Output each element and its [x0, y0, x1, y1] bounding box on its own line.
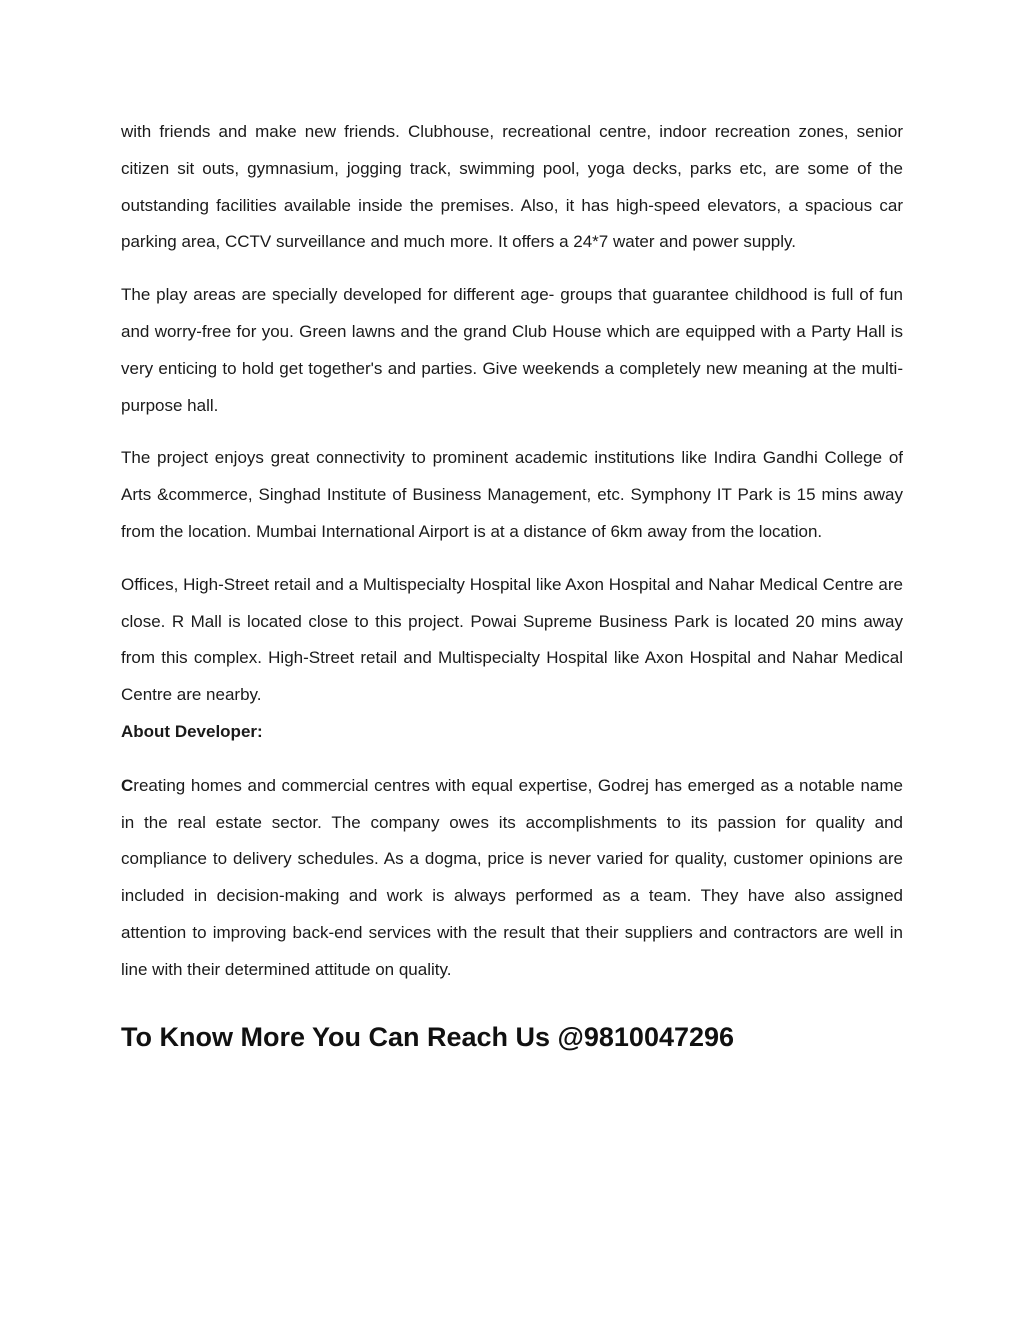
about-developer-text: reating homes and commercial centres with equal expertise, Godrej has emerged as a notable name in the real estate sector. The company owes its accomplishments to its passion for quality and compliance to delivery schedules. As a dogma, price is never varied for quality, customer opinions are included in decision-making and work is always performed as a team. They have also assigned attention to improving back-end services with the result that their suppliers and contractors are well in line with their determined attitude on quality. [121, 775, 903, 979]
document-page [121, 114, 903, 1055]
paragraph-about-developer [121, 768, 903, 989]
drop-cap-letter: C [121, 775, 134, 795]
about-developer-heading: About Developer: [121, 721, 263, 741]
paragraph-amenities: with friends and make new friends. Clubhouse, recreational centre, indoor recreation zones, senior citizen sit outs, gymnasium, jogging track, swimming pool, yoga decks, parks etc, are some of the outstanding facilities available inside the premises. Also, it has high-speed elevators, a spacious car parking area, CCTV surveillance and much more. It offers a 24*7 water and power supply. [121, 122, 903, 252]
contact-heading: To Know More You Can Reach Us @9810047296 [121, 1021, 735, 1052]
paragraph-play-areas: The play areas are specially developed for different age- groups that guarantee childhood is full of fun and worry-free for you. Green lawns and the grand Club House which are equipped with a Party Hall is very enticing to hold get together's and parties. Give weekends a completely new meaning at the multi-purpose hall. [121, 285, 903, 415]
paragraph-nearby: Offices, High-Street retail and a Multispecialty Hospital like Axon Hospital and Nahar Medical Centre are close. R Mall is located close to this project. Powai Supreme Business Park is located 20 mins away from this complex. High-Street retail and Multispecialty Hospital like Axon Hospital and Nahar Medical Centre are nearby. [121, 574, 903, 705]
paragraph-connectivity: The project enjoys great connectivity to prominent academic institutions like Indira Gandhi College of Arts &commerce, Singhad Institute of Business Management, etc. Symphony IT Park is 15 mins away from the location. Mumbai International Airport is at a distance of 6km away from the location. [121, 448, 903, 541]
